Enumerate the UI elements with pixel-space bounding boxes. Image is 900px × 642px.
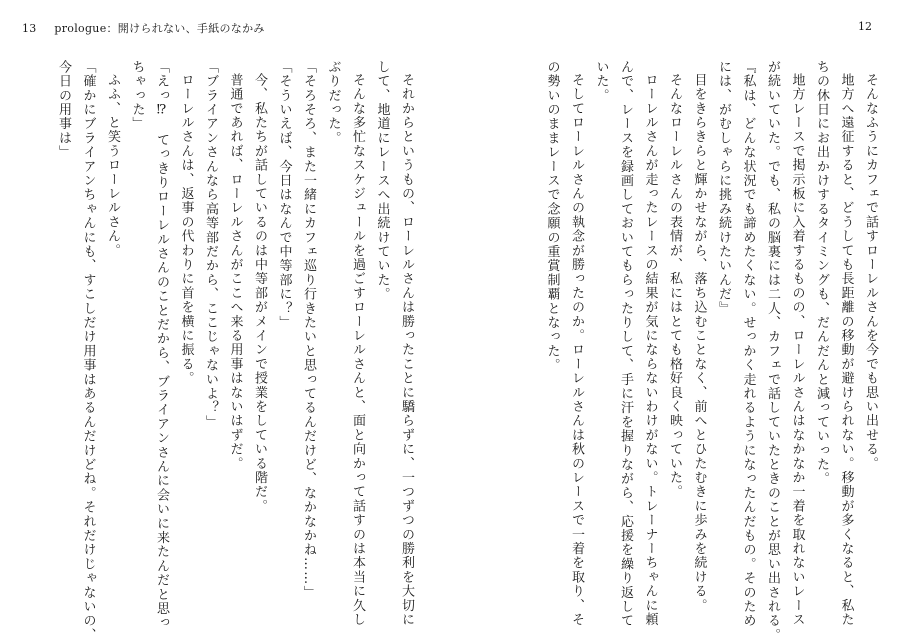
text-line: ちの休日にお出かけするタイミングも、だんだんと減っていった。 [814,60,829,486]
text-line: それからというもの、ローレルさんは勝ったことに驕らずに、一つずつの勝利を大切に [399,73,414,627]
text-line: 『私は、どんな状況でも諦めたくない。せっかく走れるようになったんだもの。そのため [740,60,756,628]
text-line: そしてローレルさんの執念が勝ったのか。ローレルさんは秋のレースで一着を取り、そ [569,73,584,627]
text-line: 「えっ⁉ てっきりローレルさんのことだから、ブライアンさんに会いに来たんだと思っ [154,60,169,630]
text-line: ローレルさんは、返事の代わりに首を横に振る。 [178,73,194,386]
right-page [450,0,900,642]
text-line: 普通であれば、ローレルさんがここへ来る用事はないはずだ。 [227,73,243,471]
text-line: ふふ、と笑うローレルさん。 [105,73,120,258]
text-line: が続いていた。でも、私の脳裏には二人、カフェで話していたときのことが思い出される。 [765,60,780,642]
text-line: いた。 [593,60,609,103]
text-line: ちゃった」 [129,60,145,131]
text-line: そんな多忙なスケジュールを過ごすローレルさんと、面と向かって話すのは本当に久し [350,73,365,627]
text-line: んで、レースを録画しておいてもらったりして、手に汗を握りながら、応援を繰り返して [618,60,633,628]
right-page-number: 12 [858,20,872,33]
text-line: そんなローレルさんの表情が、私にはとても格好良く映っていた。 [667,73,682,499]
left-page-header [22,20,265,36]
text-line: 「確かにブライアンちゃんにも、すこしだけ用事はあるんだけどね。それだけじゃないの、 [80,60,96,642]
text-line: 地方へ遠征すると、どうしても長距離の移動が避けられない。移動が多くなると、私た [838,73,854,627]
right-page-body-text [539,60,882,642]
text-line: 目をきらきらと輝かせながら、落ち込むことなく、前へとひたむきに歩みを続ける。 [691,73,707,613]
text-line: ローレルさんが走ったレースの結果が気にならないわけがない。トレーナーちゃんに頼 [642,73,658,627]
text-line: 今、私たちが話しているのは中等部がメインで授業をしている階だ。 [252,73,267,514]
left-page-number: 13 [22,22,37,35]
text-line: の勢いのままレースで念願の重賞制覇となった。 [544,60,560,373]
text-line: 「そういえば、今日はなんで中等部に？」 [276,60,292,330]
text-line: 「ブライアンさんなら高等部だから、ここじゃないよ？」 [203,60,218,430]
text-line: 「そろそろ、また一緒にカフェ巡り行きたいと思ってるんだけど、なかなかね……」 [301,60,316,600]
text-line: 今日の用事は」 [56,60,71,160]
text-line: そんなふうにカフェで話すローレルさんを今でも思い出せる。 [863,73,878,471]
running-title: prologue：開けられない、手紙のなかみ [54,22,265,35]
left-page-body-text [51,60,419,642]
text-line: ぶりだった。 [325,60,341,146]
text-line: して、地道にレースへ出続けていた。 [374,60,390,302]
text-line: には、がむしゃらに挑み続けたいんだ』 [716,60,731,316]
text-line: 地方レースで掲示板に入着するものの、ローレルさんはなかなか一着を取れないレース [789,73,805,627]
